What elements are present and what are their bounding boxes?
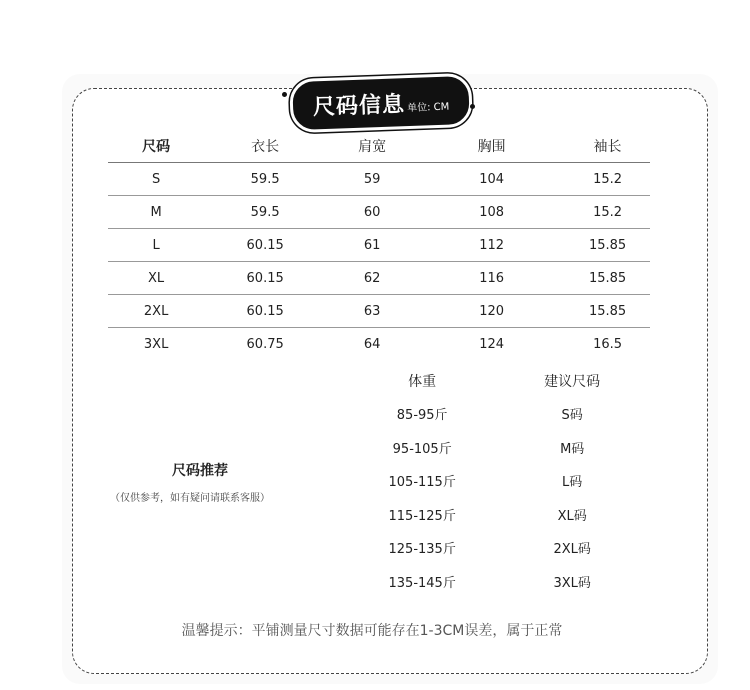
header-sleeve: 袖长 [565,130,650,163]
header-weight: 体重 [408,374,437,390]
header-size: 尺码 [108,130,204,163]
cell-suggested-size: L码 [562,475,583,491]
header-chest: 胸围 [418,130,565,163]
cell-chest: 108 [418,196,565,229]
cell-size: L [108,229,204,262]
header-shoulder: 肩宽 [326,130,418,163]
header-length: 衣长 [204,130,326,163]
table-row [357,397,657,431]
cell-shoulder: 63 [326,295,418,328]
cell-sleeve: 16.5 [593,336,623,352]
cell-length: 60.15 [204,229,326,262]
recommend-note: （仅供参考，如有疑问请联系客服） [110,493,270,504]
cell-chest: 112 [418,229,565,262]
cell-chest: 116 [418,262,565,295]
table-row [108,229,650,262]
cell-chest: 104 [418,163,565,196]
cell-weight: 95-105斤 [392,441,452,457]
table-row [357,531,657,565]
cell-weight: 135-145斤 [388,575,456,591]
size-table-header [108,130,650,163]
cell-length: 59.5 [204,196,326,229]
table-row [108,295,650,328]
cell-sleeve: 15.85 [565,229,650,262]
cell-sleeve: 15.85 [565,262,650,295]
cell-size: 2XL [108,295,204,328]
cell-length: 59.5 [204,163,326,196]
cell-size: 3XL [143,336,169,352]
cell-shoulder: 59 [326,163,418,196]
cell-suggested-size: 3XL码 [553,575,591,591]
size-table [108,130,650,360]
cell-length: 60.15 [204,262,326,295]
table-row [357,464,657,498]
cell-length: 60.75 [246,336,284,352]
table-row [108,163,650,196]
cell-suggested-size: XL码 [557,508,587,524]
page-title: 尺码信息 [312,91,406,120]
decorative-dot [470,104,475,109]
cell-sleeve: 15.85 [565,295,650,328]
cell-chest: 120 [418,295,565,328]
recommend-label: 尺码推荐 [172,463,228,479]
cell-shoulder: 62 [326,262,418,295]
cell-weight: 115-125斤 [388,508,456,524]
table-row [357,431,657,465]
cell-shoulder: 64 [363,336,381,352]
title-badge [289,73,473,133]
decorative-dot [282,92,287,97]
table-row [108,196,650,229]
cell-size: M [108,196,204,229]
cell-shoulder: 60 [326,196,418,229]
header-suggested-size: 建议尺码 [544,374,601,390]
recommend-table-header [357,365,657,397]
measurement-tip: 温馨提示：平铺测量尺寸数据可能存在1-3CM误差，属于正常 [181,623,563,639]
cell-suggested-size: S码 [561,408,583,424]
cell-chest: 124 [479,336,505,352]
recommend-table [357,365,657,598]
cell-suggested-size: M码 [560,441,585,457]
cell-shoulder: 61 [326,229,418,262]
cell-length: 60.15 [204,295,326,328]
table-row [108,328,650,361]
unit-label: 单位: CM [406,101,450,114]
cell-size: XL [108,262,204,295]
cell-size: S [108,163,204,196]
table-row [357,565,657,599]
cell-weight: 85-95斤 [396,408,448,424]
table-row [357,498,657,532]
cell-sleeve: 15.2 [565,196,650,229]
cell-weight: 125-135斤 [388,542,456,558]
cell-sleeve: 15.2 [565,163,650,196]
cell-suggested-size: 2XL码 [553,542,591,558]
table-row [108,262,650,295]
cell-weight: 105-115斤 [388,475,456,491]
